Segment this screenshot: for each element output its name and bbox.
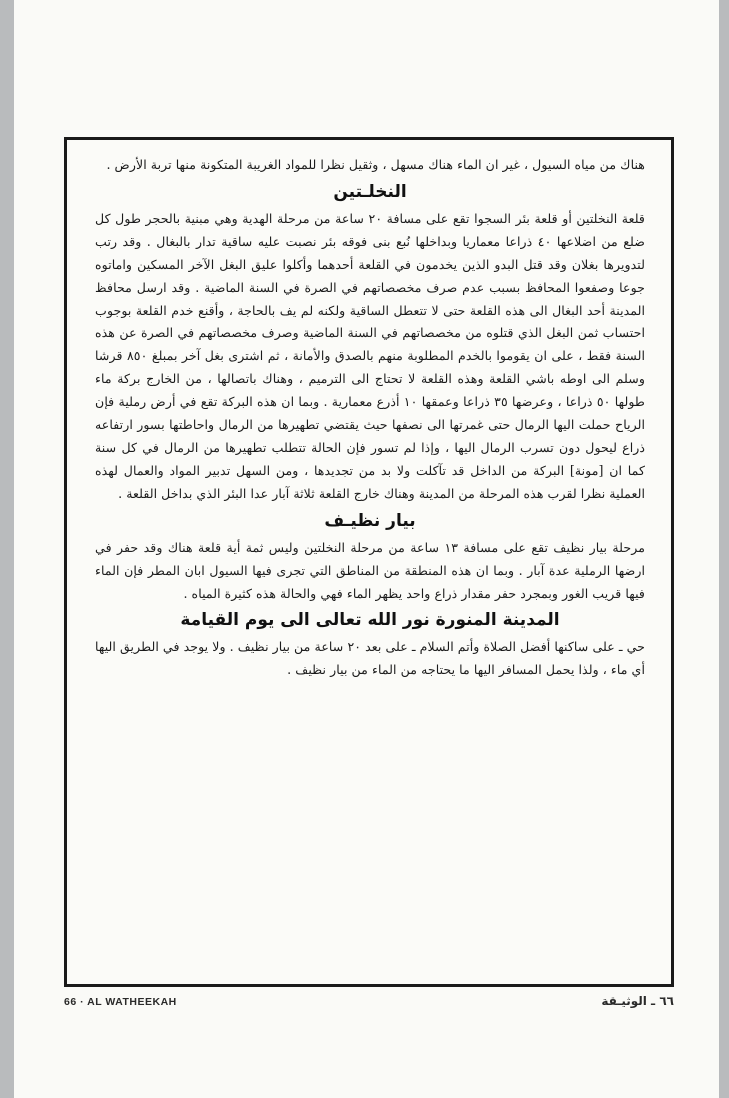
section-heading-biyar-nazif: بيار نظيـف [324,510,416,531]
page-footer [64,996,674,1012]
text-frame [64,137,674,987]
footer-page-number-english: 66 · AL WATHEEKAH [64,996,177,1008]
section-paragraph-biyar-nazif: مرحلة بيار نظيف تقع على مسافة ١٣ ساعة من مرحلة النخلتين وليس ثمة أية قلعة هناك وقد حفر في ارضها الرملية عدة آبار . وبما ان هذه المنطقة من المناطق التي تجرى فيها السيول ابان المطر فإن الماء فيها قريب الغور وبمجرد حفر مقدار ذراع واحد يظهر الماء فهي والحالة هذه كثيرة المياه . [95,539,645,601]
section-paragraph-madinah: حي ـ على ساكنها أفضل الصلاة وأتم السلام ـ على بعد ٢٠ ساعة من بيار نظيف . ولا يوجد في الطريق اليها أي ماء ، ولذا يحمل المسافر اليها ما يحتاجه من الماء من بيار نظيف . [95,639,646,678]
article-body [95,154,645,682]
section-heading-madinah: المدينة المنورة نور الله تعالى الى يوم القيامة [180,610,560,631]
section-heading-nakhlatain: النخلـتين [333,181,407,202]
page [14,0,719,1098]
intro-paragraph: هناك من مياه السيول ، غير ان الماء هناك مسهل ، وثقيل نظرا للمواد الغريبة المتكونة منها تربة الأرض . [106,157,645,172]
section-paragraph-nakhlatain: قلعة النخلتين أو قلعة بئر السجوا تقع على مسافة ٢٠ ساعة من مرحلة الهدية وهي مبنية بالحجر طول كل ضلع من اضلاعها ٤٠ ذراعا معماريا وبداخلها نُبع بنى فوقه بئر نصبت عليه ساقية تدار بالبغال . وقد رتب لتدويرها بغلان وقد قتل البدو الذين يخدمون في القلعة أحدهما وأكلوا عليق البغل الآخر المسكين واماتوه جوعا وصفعوا المحافظ بسبب عدم صرف مخصصاتهم في الصرة في السنة الماضية . وقد ارسل محافظ المدينة أحد البغال الى هذه القلعة حتى لا تتعطل الساقية ولكنه لم يف بالحاجة ، وأقنع خدم القلعة بوجوب احتساب ثمن البغل الذي قتلوه من مخصصاتهم في السنة الماضية وصرف مخصصاتهم في الصرة عن هذه السنة فقط ، على ان يقوموا بالخدم المطلوبة منهم بالصدق والأمانة ، ثم اشترى بغل آخر بمبلغ ٨٥٠ قرشا وسلم الى اوطه باشي القلعة وهذه القلعة لا تحتاج الى الترميم ، وهناك باتصالها ، من الخارج بركة ماء طولها ٥٠ ذراعا ، وعرضها ٣٥ ذراعا وعمقها ١٠ أذرع معمارية . وبما ان هذه البركة تقع في أرض رملية فإن الرياح حملت اليها الرمال حتى غمرتها الى نصفها حيث يقتضي تطهيرها من الرمال واحاطتها بسور ارتفاعه ذراع ليحول دون تسرب الرمال اليها ، وإذا لم تسور فإن الحالة تتطلب تطهيرها من الرمال في كل سنة كما ان [مونة] البركة من الداخل قد تآكلت ولا بد من تجديدها ، ومن السهل تدبير المواد والعمال لهذه العملية نظرا لقرب هذه المرحلة من المدينة وهناك خارج القلعة ثلاثة آبار عدا البئر الذي بداخل القلعة . [95,210,646,501]
footer-page-number-arabic: ٦٦ ـ الوثيـقة [601,994,674,1008]
